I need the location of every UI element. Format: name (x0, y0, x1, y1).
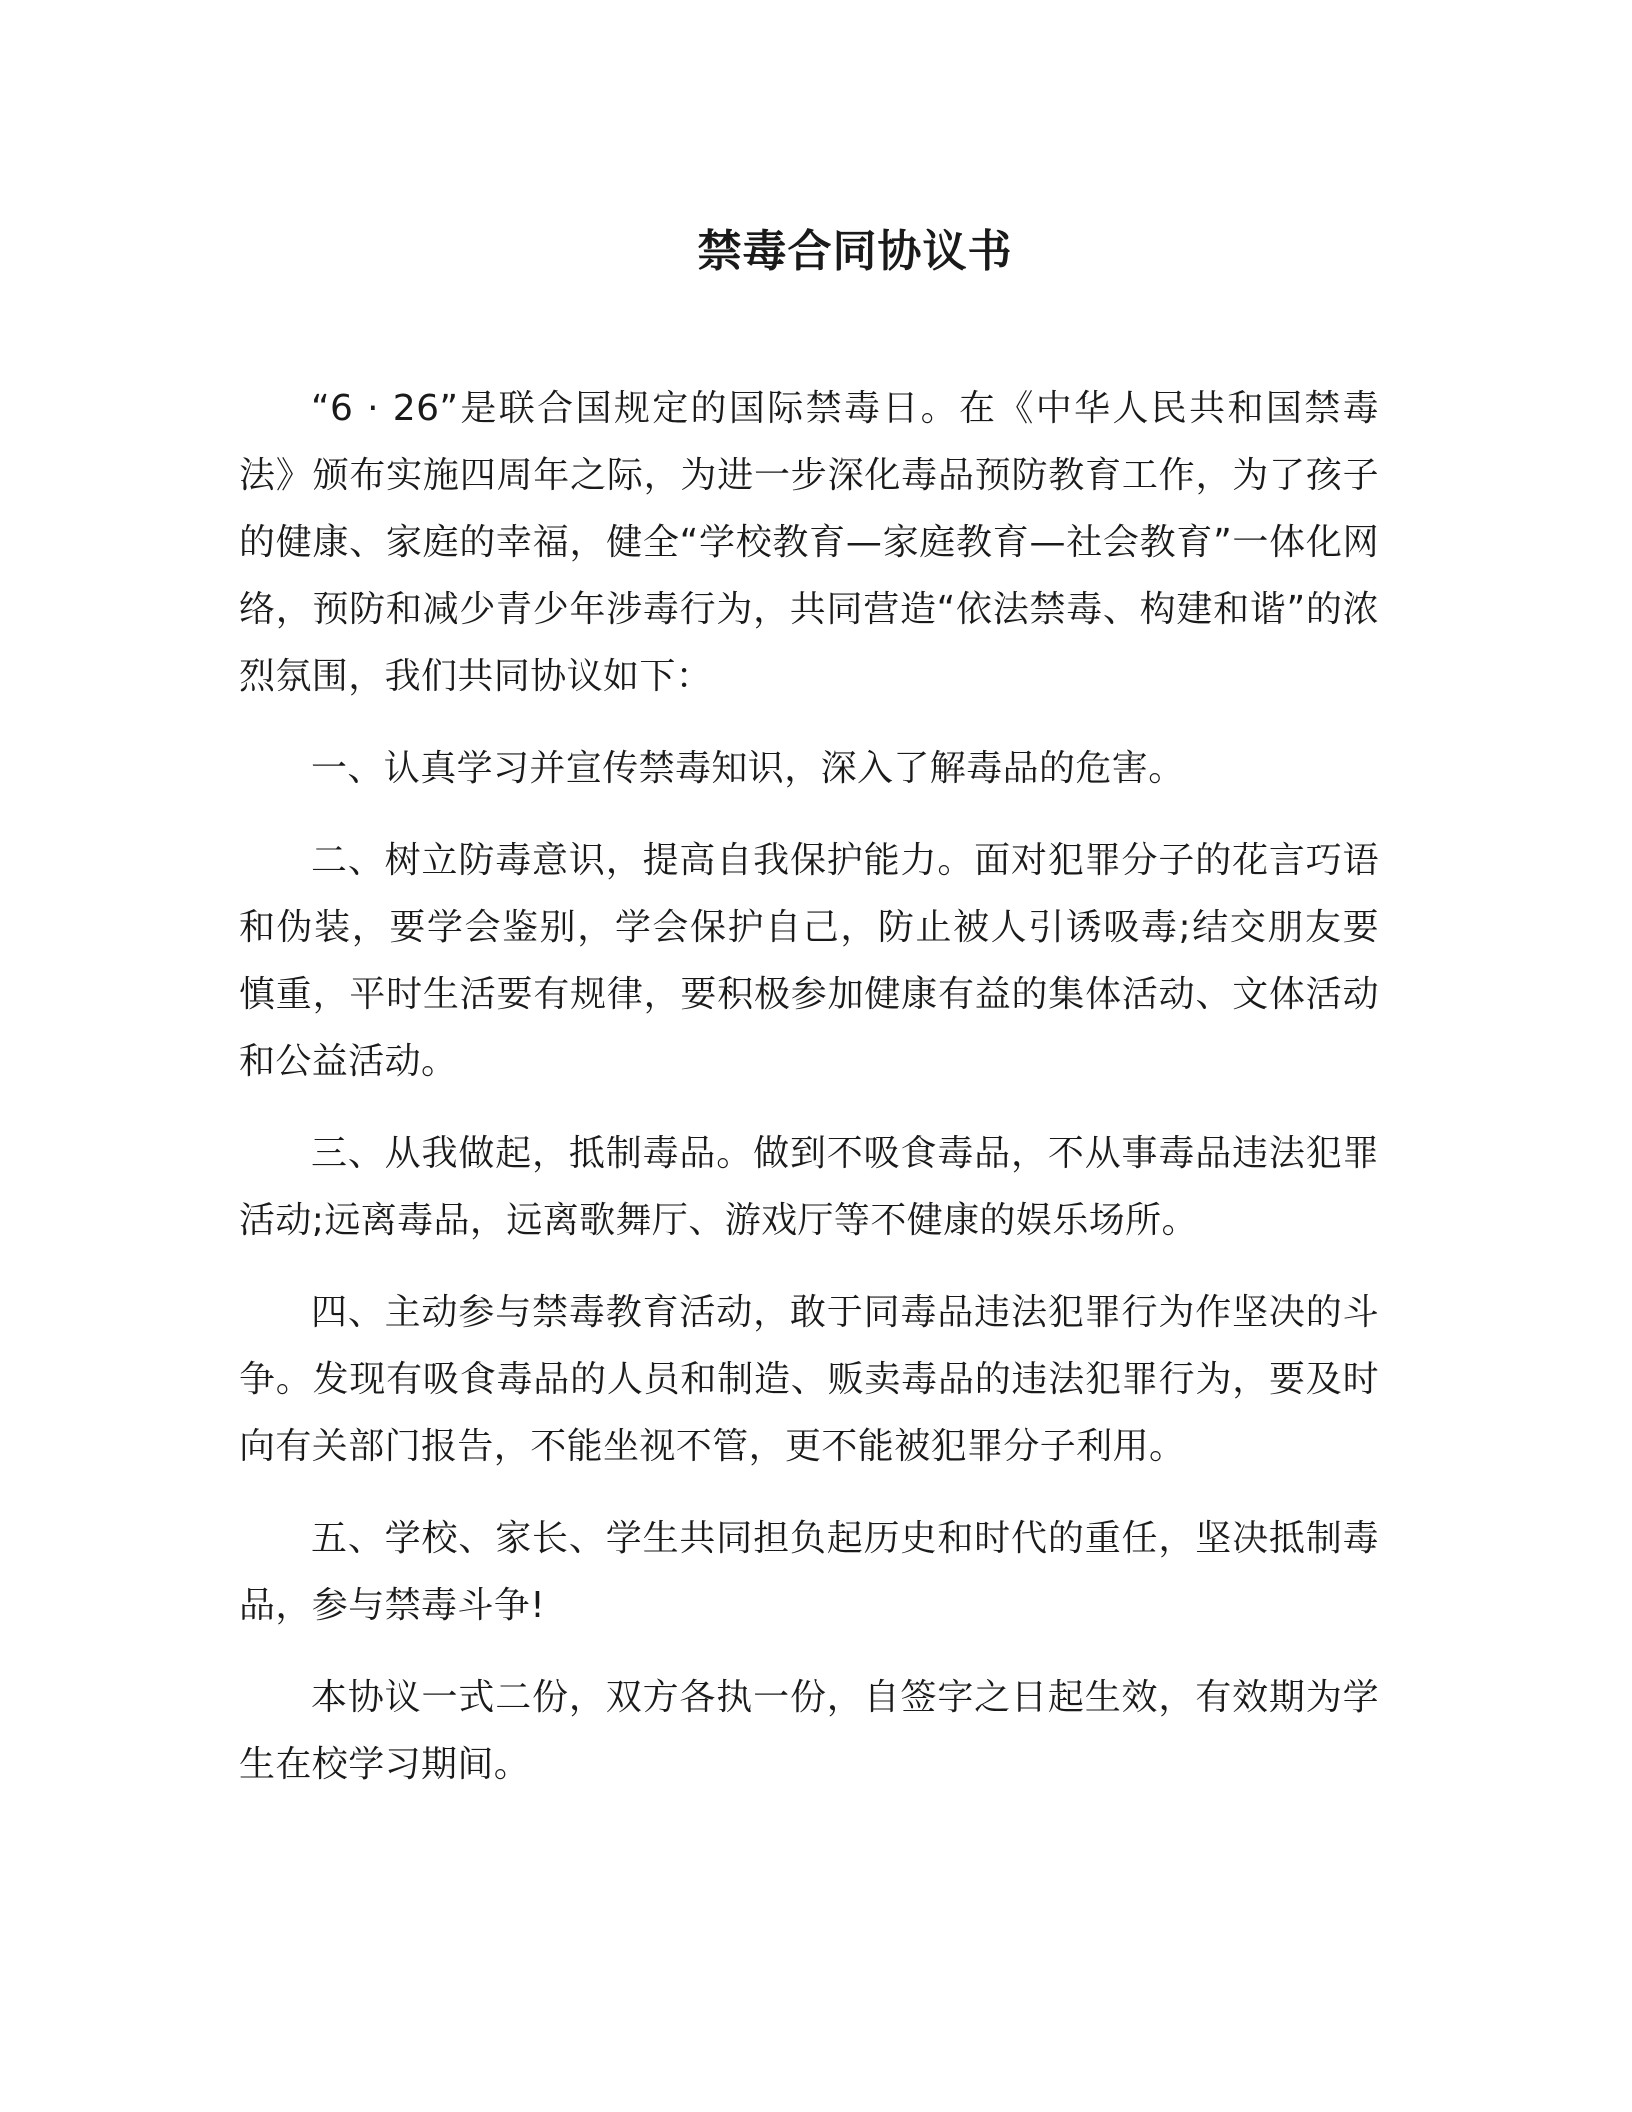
clause-2-paragraph: 二、树立防毒意识，提高自我保护能力。面对犯罪分子的花言巧语和伪装，要学会鉴别，学会保护自己，防止被人引诱吸毒;结交朋友要慎重，平时生活要有规律，要积极参加健康有益的集体活动、文体活动和公益活动。 (239, 840, 1379, 1082)
clause-3-paragraph: 三、从我做起，抵制毒品。做到不吸食毒品，不从事毒品违法犯罪活动;远离毒品，远离歌舞厅、游戏厅等不健康的娱乐场所。 (239, 1133, 1379, 1241)
preamble-paragraph: “6 · 26”是联合国规定的国际禁毒日。在《中华人民共和国禁毒法》颁布实施四周年之际，为进一步深化毒品预防教育工作，为了孩子的健康、家庭的幸福，健全“学校教育—家庭教育—社会教育”一体化网络，预防和减少青少年涉毒行为，共同营造“依法禁毒、构建和谐”的浓烈氛围，我们共同协议如下： (239, 388, 1379, 697)
document-body (239, 375, 1379, 1798)
clause-1-paragraph: 一、认真学习并宣传禁毒知识，深入了解毒品的危害。 (311, 748, 1185, 789)
validity-paragraph: 本协议一式二份，双方各执一份，自签字之日起生效，有效期为学生在校学习期间。 (239, 1677, 1379, 1785)
document-title: 禁毒合同协议书 (697, 226, 1013, 277)
clause-4-paragraph: 四、主动参与禁毒教育活动，敢于同毒品违法犯罪行为作坚决的斗争。发现有吸食毒品的人员和制造、贩卖毒品的违法犯罪行为，要及时向有关部门报告，不能坐视不管，更不能被犯罪分子利用。 (239, 1292, 1379, 1467)
clause-5-paragraph: 五、学校、家长、学生共同担负起历史和时代的重任，坚决抵制毒品，参与禁毒斗争! (239, 1518, 1379, 1626)
